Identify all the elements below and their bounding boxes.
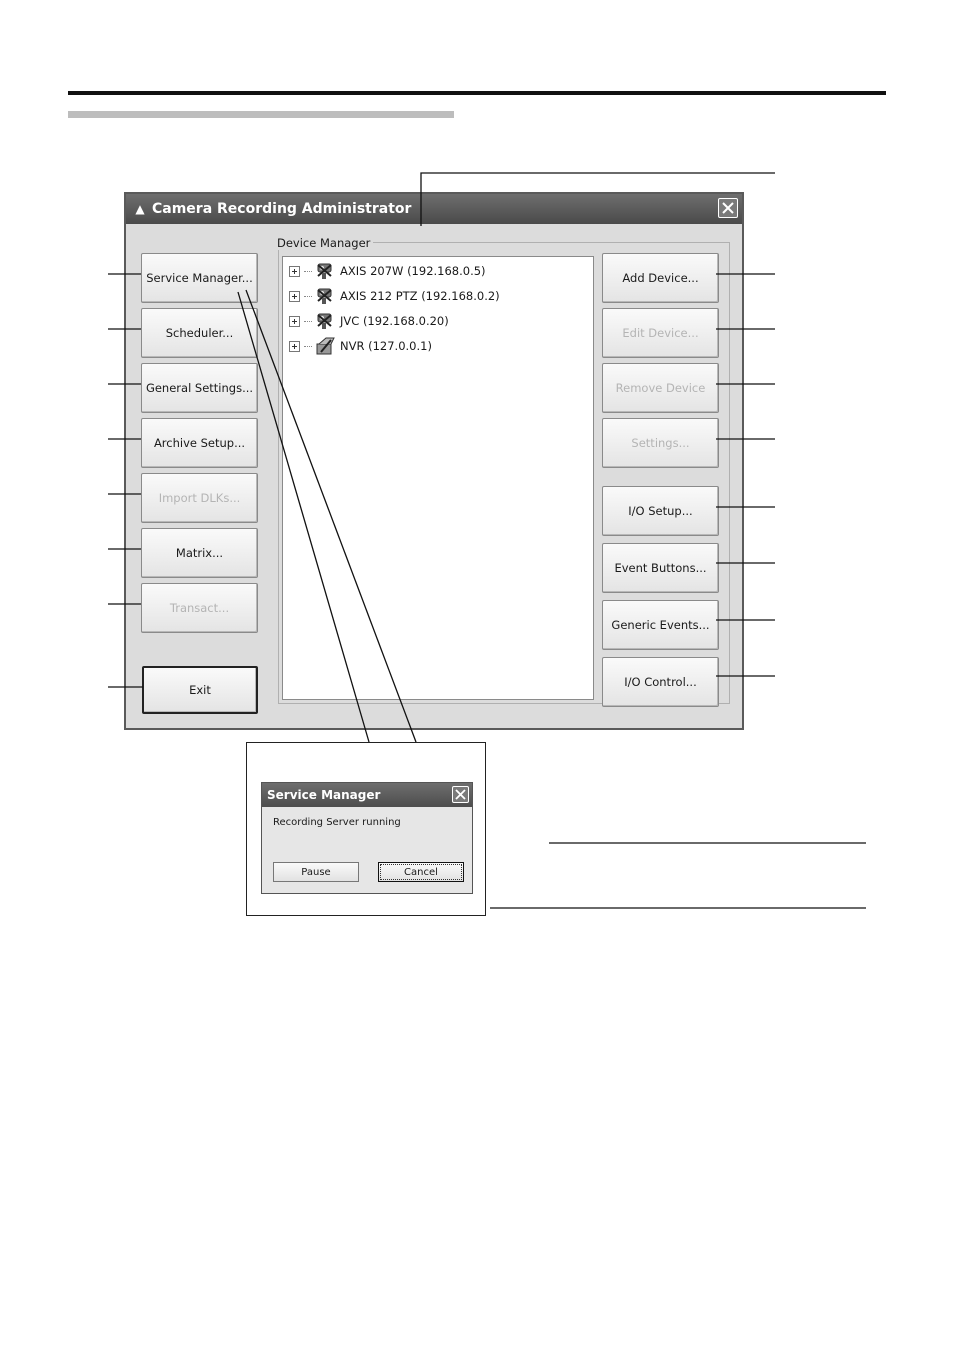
archive-setup-label: Archive Setup... [153,436,246,450]
event-buttons-label: Event Buttons... [614,561,707,575]
import-dlks-label: Import DLKs... [158,491,241,505]
camera-app-icon: ▲ [135,202,145,216]
io-setup-label: I/O Setup... [628,504,693,518]
device-label: JVC (192.168.0.20) [340,314,449,328]
remove-device-label: Remove Device [615,381,706,395]
general-settings-label: General Settings... [145,381,254,395]
generic-events-label: Generic Events... [611,618,710,632]
service-manager-label: Service Manager... [146,271,253,285]
scheduler-label: Scheduler... [165,326,234,340]
cancel-label: Cancel [404,866,438,878]
dialog-title: Service Manager [267,788,381,802]
transact-label: Transact... [169,601,230,615]
edit-device-label: Edit Device... [622,326,699,340]
pause-label: Pause [301,866,331,878]
device-label: AXIS 212 PTZ (192.168.0.2) [340,289,500,303]
device-settings-label: Settings... [631,436,690,450]
add-device-label: Add Device... [622,271,699,285]
io-control-label: I/O Control... [624,675,697,689]
exit-label: Exit [189,683,211,697]
device-label: NVR (127.0.0.1) [340,339,432,353]
device-label: AXIS 207W (192.168.0.5) [340,264,486,278]
window-title: Camera Recording Administrator [152,201,412,217]
service-status-text: Recording Server running [273,817,401,828]
device-manager-label: Device Manager [274,236,373,250]
matrix-label: Matrix... [175,546,224,560]
